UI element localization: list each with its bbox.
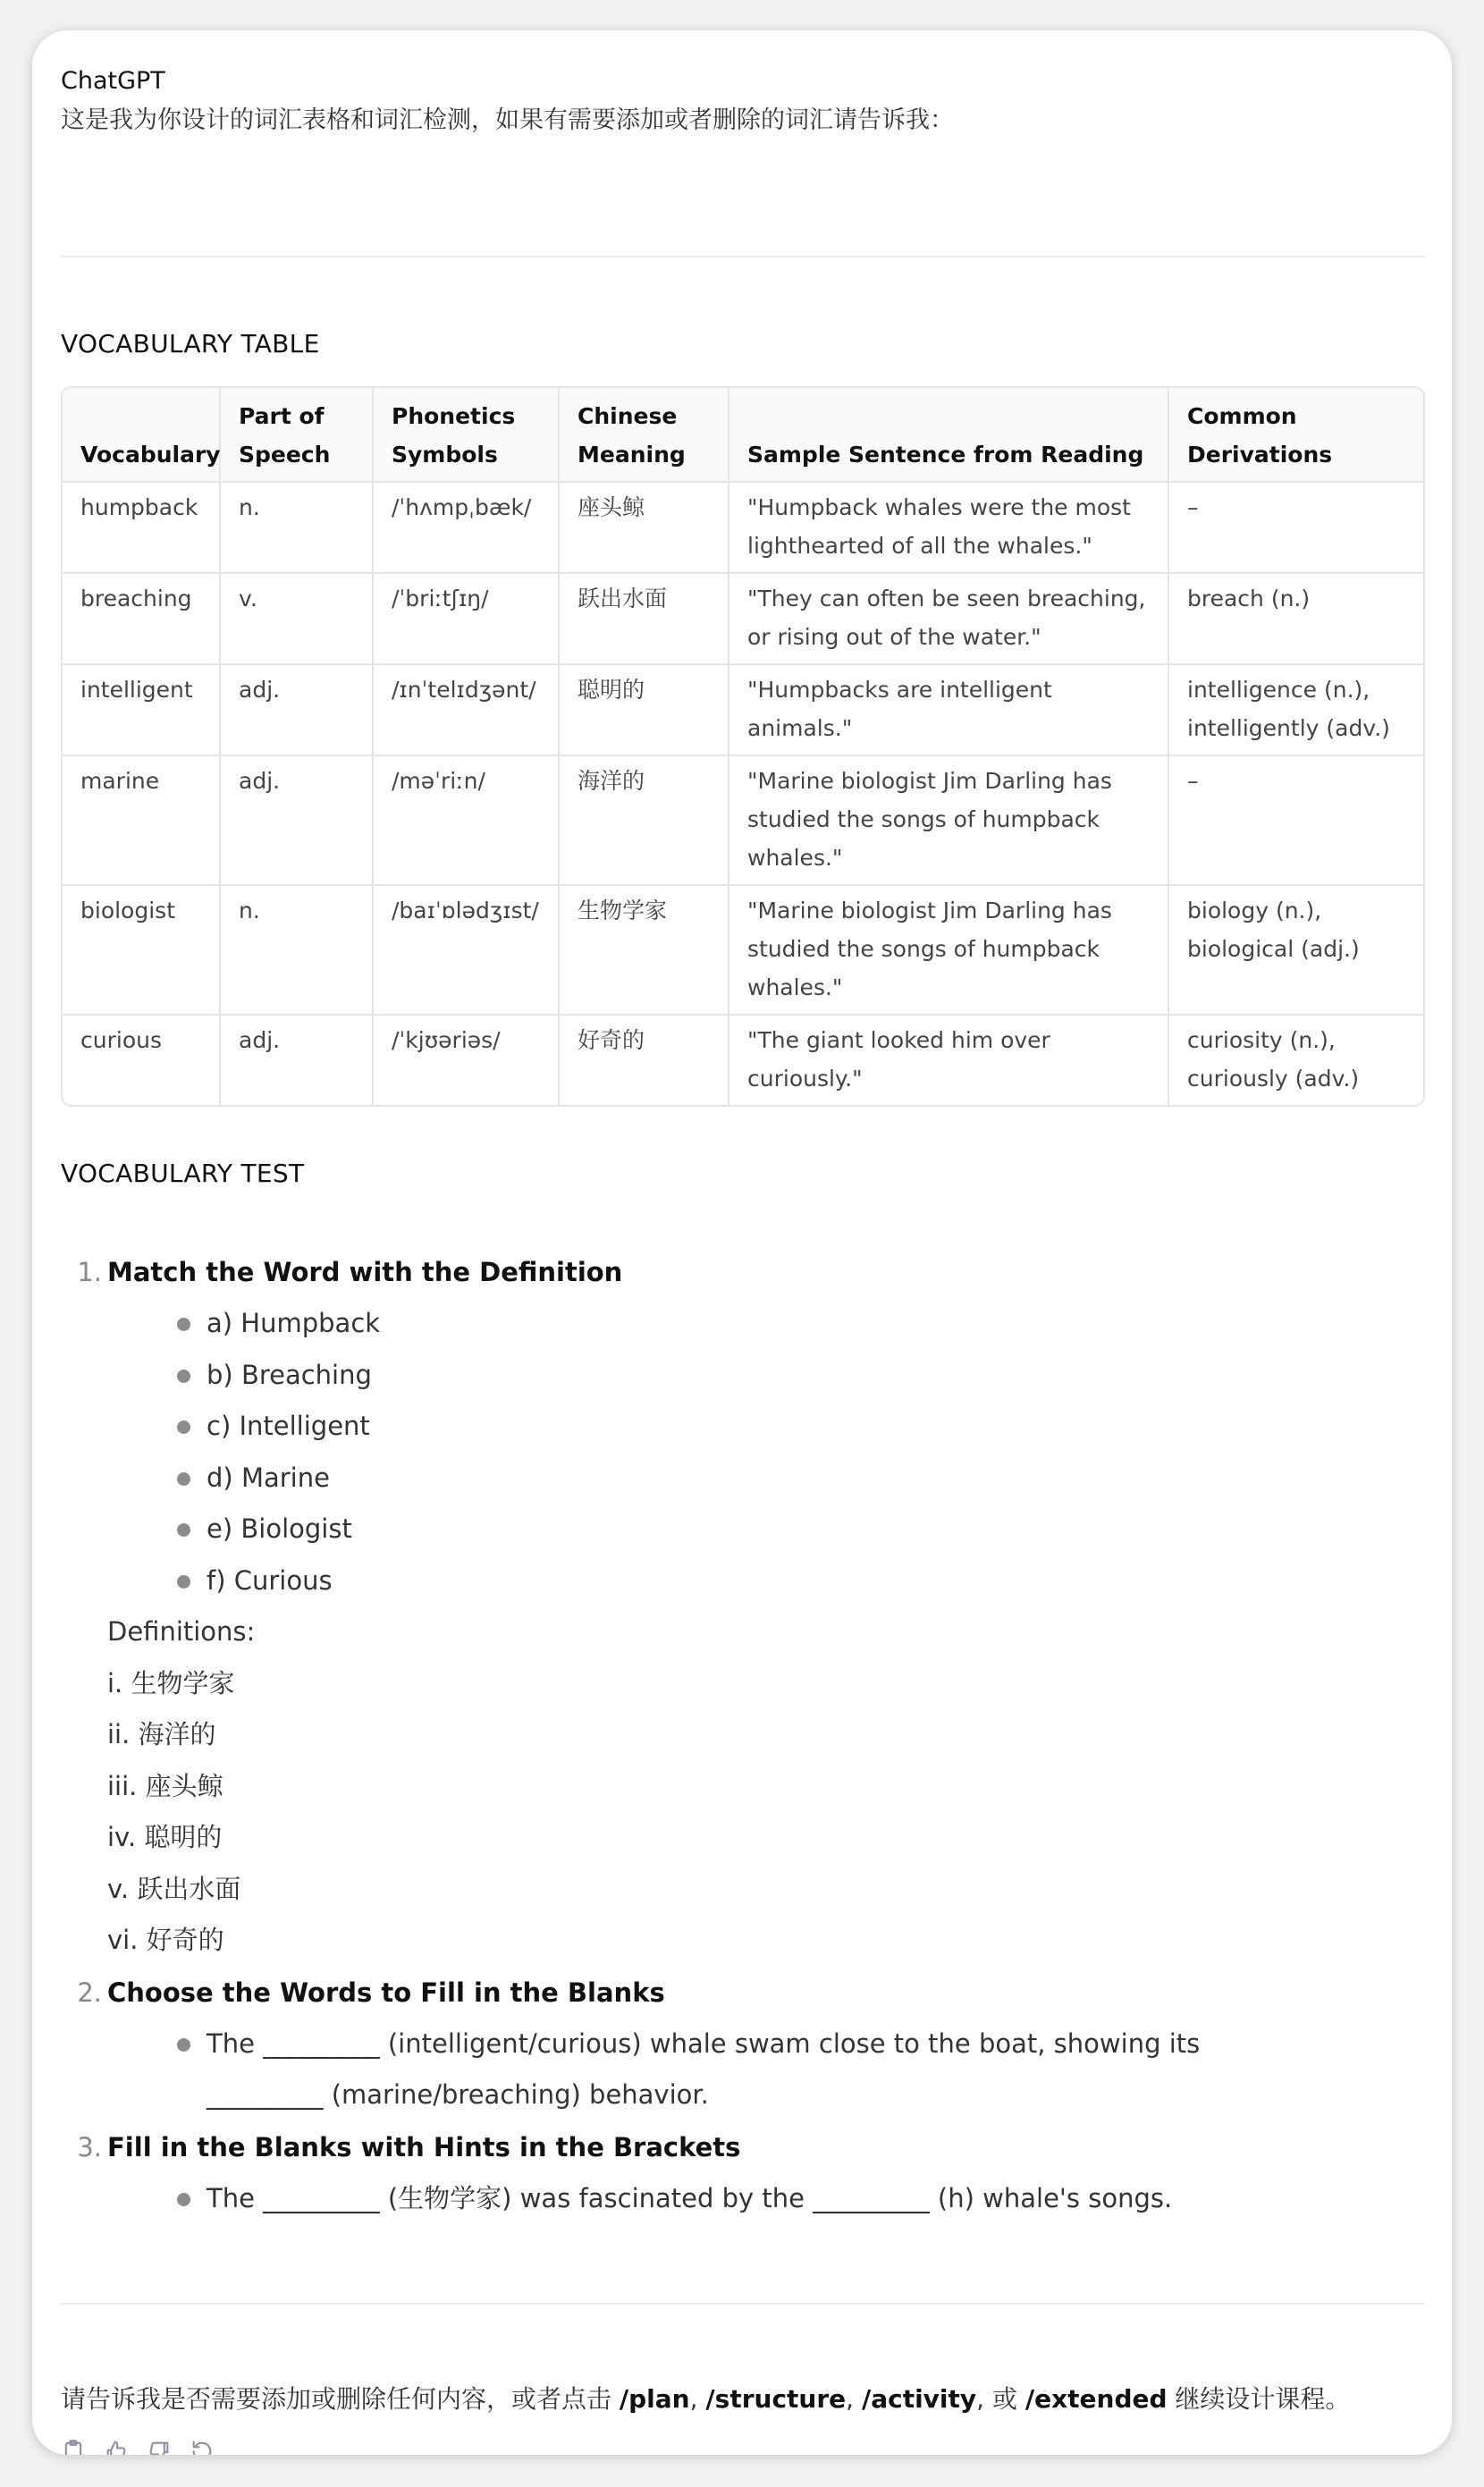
closing-separator: , bbox=[689, 2384, 706, 2414]
col-header-vocabulary: Vocabulary bbox=[63, 388, 220, 482]
table-cell: "Marine biologist Jim Darling has studied the songs of humpback whales." bbox=[729, 755, 1168, 885]
bullet-icon bbox=[177, 1370, 190, 1383]
table-row bbox=[63, 573, 1425, 664]
vocab-table-heading: VOCABULARY TABLE bbox=[61, 329, 320, 358]
table-cell: "The giant looked him over curiously." bbox=[729, 1015, 1168, 1105]
question-number: 2. bbox=[77, 1977, 102, 2008]
definition-item: vi. 好奇的 bbox=[107, 1925, 224, 1955]
definitions-label: Definitions: bbox=[107, 1616, 256, 1647]
table-cell: breaching bbox=[63, 573, 220, 664]
table-cell: /ˈkjʊəriəs/ bbox=[373, 1015, 559, 1105]
list-item bbox=[61, 1504, 1425, 1555]
table-cell: adj. bbox=[220, 1015, 373, 1105]
command-extended: /extended bbox=[1024, 2384, 1168, 2414]
table-row bbox=[63, 1015, 1425, 1105]
table-cell: humpback bbox=[63, 482, 220, 573]
table-cell: /ˈhʌmpˌbæk/ bbox=[373, 482, 559, 573]
table-cell: biology (n.), biological (adj.) bbox=[1168, 885, 1425, 1015]
table-cell: "They can often be seen breaching, or rising out of the water." bbox=[729, 573, 1168, 664]
table-cell: curiosity (n.), curiously (adv.) bbox=[1187, 1027, 1360, 1092]
thumbs-down-icon[interactable] bbox=[147, 2439, 172, 2455]
closing-text: 继续设计课程。 bbox=[1167, 2384, 1351, 2414]
message-intro: 这是我为你设计的词汇表格和词汇检测，如果有需要添加或者删除的词汇请告诉我： bbox=[61, 106, 954, 134]
col-header-part-of-speech: Part of Speech bbox=[220, 388, 373, 482]
table-cell: "Humpbacks are intelligent animals." bbox=[729, 664, 1168, 755]
table-cell: /baɪˈɒlədʒɪst/ bbox=[373, 885, 559, 1015]
table-cell: curious bbox=[63, 1015, 220, 1105]
vocab-test bbox=[61, 1246, 1425, 2224]
bullet-icon bbox=[177, 1318, 190, 1331]
option-text: e) Biologist bbox=[207, 1513, 352, 1544]
list-item bbox=[61, 1298, 1425, 1350]
closing-message bbox=[61, 2380, 1350, 2415]
list-item bbox=[61, 1401, 1425, 1453]
option-text: c) Intelligent bbox=[207, 1411, 370, 1441]
divider-top bbox=[61, 256, 1425, 257]
table-cell: 好奇的 bbox=[559, 1015, 729, 1105]
message-header bbox=[61, 63, 1425, 141]
bullet-icon bbox=[177, 1421, 190, 1434]
table-header-row bbox=[63, 388, 1425, 482]
table-cell: "Humpback whales were the most lighthearted of all the whales." bbox=[729, 482, 1168, 573]
question-title: Choose the Words to Fill in the Blanks bbox=[107, 1977, 665, 2008]
bullet-icon bbox=[177, 2193, 190, 2206]
bullet-icon bbox=[177, 1575, 190, 1589]
regenerate-icon[interactable] bbox=[190, 2439, 215, 2455]
table-cell: /ɪnˈtelɪdʒənt/ bbox=[373, 664, 559, 755]
definition-item: ii. 海洋的 bbox=[107, 1719, 216, 1749]
bullet-icon bbox=[177, 2038, 190, 2052]
vocab-test-heading: VOCABULARY TEST bbox=[61, 1159, 305, 1188]
table-row bbox=[63, 885, 1425, 1015]
table-cell: biologist bbox=[63, 885, 220, 1015]
command-plan: /plan bbox=[619, 2384, 690, 2414]
list-item bbox=[61, 2019, 1312, 2121]
thumbs-up-icon[interactable] bbox=[104, 2439, 129, 2455]
option-text: d) Marine bbox=[207, 1462, 330, 1493]
table-cell: – bbox=[1168, 755, 1425, 885]
bullet-icon bbox=[177, 1523, 190, 1537]
table-cell: adj. bbox=[220, 664, 373, 755]
table-cell: breach (n.) bbox=[1168, 573, 1425, 664]
table-row bbox=[63, 664, 1425, 755]
table-cell: 座头鲸 bbox=[559, 482, 729, 573]
question-item-text: The _________ (intelligent/curious) whale swam close to the boat, showing its _________ (marine/breaching) behavior. bbox=[207, 2028, 1201, 2110]
question-3 bbox=[61, 2121, 1425, 2173]
table-cell: marine bbox=[63, 755, 220, 885]
vocab-table bbox=[61, 386, 1425, 1107]
message-actions bbox=[61, 2439, 215, 2455]
table-cell: v. bbox=[220, 573, 373, 664]
question-1 bbox=[61, 1246, 1425, 1298]
bullet-icon bbox=[177, 1472, 190, 1486]
col-header-derivations: Common Derivations bbox=[1168, 388, 1425, 482]
table-row bbox=[63, 482, 1425, 573]
closing-separator: , bbox=[846, 2384, 862, 2414]
option-text: b) Breaching bbox=[207, 1359, 372, 1390]
closing-text: 请告诉我是否需要添加或删除任何内容，或者点击 bbox=[61, 2384, 620, 2414]
divider-bottom bbox=[61, 2303, 1425, 2305]
chat-message-card bbox=[32, 30, 1452, 2455]
definition-item: v. 跃出水面 bbox=[107, 1873, 241, 1904]
question-number: 3. bbox=[77, 2131, 102, 2162]
option-text: f) Curious bbox=[207, 1564, 333, 1596]
table-cell: n. bbox=[220, 482, 373, 573]
command-structure: /structure bbox=[705, 2384, 847, 2414]
message-author: ChatGPT bbox=[61, 67, 165, 95]
command-activity: /activity bbox=[861, 2384, 977, 2414]
clipboard-icon[interactable] bbox=[61, 2439, 86, 2455]
question-number: 1. bbox=[77, 1257, 102, 1287]
table-cell: 跃出水面 bbox=[559, 573, 729, 664]
list-item bbox=[61, 1555, 1425, 1607]
table-cell: /ˈbriːtʃɪŋ/ bbox=[373, 573, 559, 664]
table-cell: n. bbox=[220, 885, 373, 1015]
table-cell: intelligence (n.), intelligently (adv.) bbox=[1168, 664, 1425, 755]
definition-item: iv. 聪明的 bbox=[107, 1822, 223, 1852]
table-cell: 海洋的 bbox=[559, 755, 729, 885]
table-cell: adj. bbox=[220, 755, 373, 885]
definition-item: iii. 座头鲸 bbox=[107, 1770, 223, 1801]
table-cell: "Marine biologist Jim Darling has studied the songs of humpback whales." bbox=[729, 885, 1168, 1015]
col-header-phonetics: Phonetics Symbols bbox=[373, 388, 559, 482]
table-cell: 生物学家 bbox=[559, 885, 729, 1015]
option-text: a) Humpback bbox=[207, 1308, 381, 1338]
question-title: Fill in the Blanks with Hints in the Brackets bbox=[107, 2131, 741, 2162]
table-cell: intelligent bbox=[63, 664, 220, 755]
table-cell: – bbox=[1168, 482, 1425, 573]
definition-item: i. 生物学家 bbox=[107, 1667, 235, 1699]
list-item bbox=[61, 1350, 1425, 1402]
col-header-chinese-meaning: Chinese Meaning bbox=[559, 388, 729, 482]
list-item bbox=[61, 2173, 1425, 2225]
closing-separator: , 或 bbox=[976, 2384, 1025, 2414]
table-cell: /məˈriːn/ bbox=[373, 755, 559, 885]
question-title: Match the Word with the Definition bbox=[107, 1257, 623, 1287]
col-header-sample-sentence: Sample Sentence from Reading bbox=[729, 388, 1168, 482]
question-item-text: The _________ (生物学家) was fascinated by the _________ (h) whale's songs. bbox=[207, 2182, 1173, 2213]
question-2 bbox=[61, 1967, 1425, 2019]
table-cell: 聪明的 bbox=[559, 664, 729, 755]
list-item bbox=[61, 1453, 1425, 1505]
table-row bbox=[63, 755, 1425, 885]
